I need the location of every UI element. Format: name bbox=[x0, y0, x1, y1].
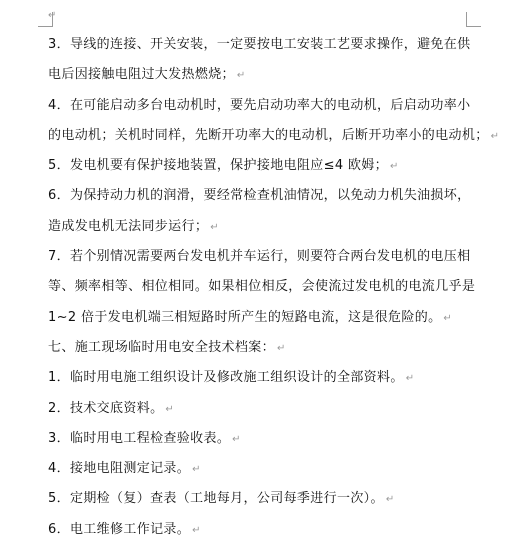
paragraph-mark-icon: ↵ bbox=[276, 342, 286, 354]
text-line: 造成发电机无法同步运行； ↵ bbox=[48, 218, 219, 234]
text-line: 3．导线的连接、开关安装，一定要按电工安装工艺要求操作，避免在供 bbox=[48, 37, 471, 52]
list-item: 4．接地电阻测定记录。 ↵ bbox=[48, 461, 201, 477]
text-line: 6．为保持动力机的润滑，要经常检查机油情况，以免动力机失油损坏， bbox=[48, 188, 471, 204]
paragraph-mark-icon: ↵ bbox=[390, 161, 399, 173]
text-line: 等、频率相等、相位相同。如果相位相反，会使流过发电机的电流几乎是 bbox=[48, 279, 476, 295]
paragraph-mark-icon: ↵ bbox=[232, 433, 241, 445]
document-body bbox=[48, 30, 500, 545]
section-heading: 七、施工现场临时用电安全技术档案： ↵ bbox=[48, 339, 286, 355]
paragraph-mark-icon: ↵ bbox=[192, 464, 201, 476]
list-item: 3．临时用电工程检查验收表。 ↵ bbox=[48, 430, 241, 446]
paragraph-mark-icon: ↵ bbox=[443, 312, 453, 324]
text-line: 的电动机；关机时同样，先断开功率大的电动机，后断开功率小的电动机； ↵ bbox=[48, 127, 500, 143]
text-line: 电后因接触电阻过大发热燃烧； ↵ bbox=[48, 67, 246, 83]
text-line: 1~2 倍于发电机端三相短路时所产生的短路电流，这是很危险的。 ↵ bbox=[48, 309, 453, 325]
list-item: 2．技术交底资料。 ↵ bbox=[48, 400, 175, 416]
text-line: 4．在可能启动多台电动机时，要先启动功率大的电动机，后启动功率小 bbox=[48, 97, 471, 113]
paragraph-mark-icon: ↵ bbox=[490, 130, 500, 142]
list-item: 5．定期检（复）查表（工地每月，公司每季进行一次）。 ↵ bbox=[48, 491, 395, 507]
page-corner-top-right bbox=[466, 12, 481, 27]
text-line: 7．若个别情况需要两台发电机并车运行，则要符合两台发电机的电压相 bbox=[48, 249, 471, 265]
list-item: 1．临时用电施工组织设计及修改施工组织设计的全部资料。 ↵ bbox=[48, 370, 415, 386]
paragraph-mark-icon: ↵ bbox=[165, 403, 175, 415]
paragraph-mark-icon: ↵ bbox=[385, 494, 395, 506]
text-line: 5．发电机要有保护接地装置，保护接地电阻应≤4 欧姆； ↵ bbox=[48, 158, 399, 174]
paragraph-mark-icon: ↵ bbox=[210, 221, 219, 233]
paragraph-mark-icon: ↵ bbox=[192, 524, 201, 536]
paragraph-mark-icon: ↵ bbox=[405, 373, 415, 385]
list-item: 6．电工维修工作记录。 ↵ bbox=[48, 521, 201, 537]
paragraph-mark-icon: ↵ bbox=[236, 70, 246, 82]
paragraph-mark-icon: ↵ bbox=[48, 10, 57, 21]
